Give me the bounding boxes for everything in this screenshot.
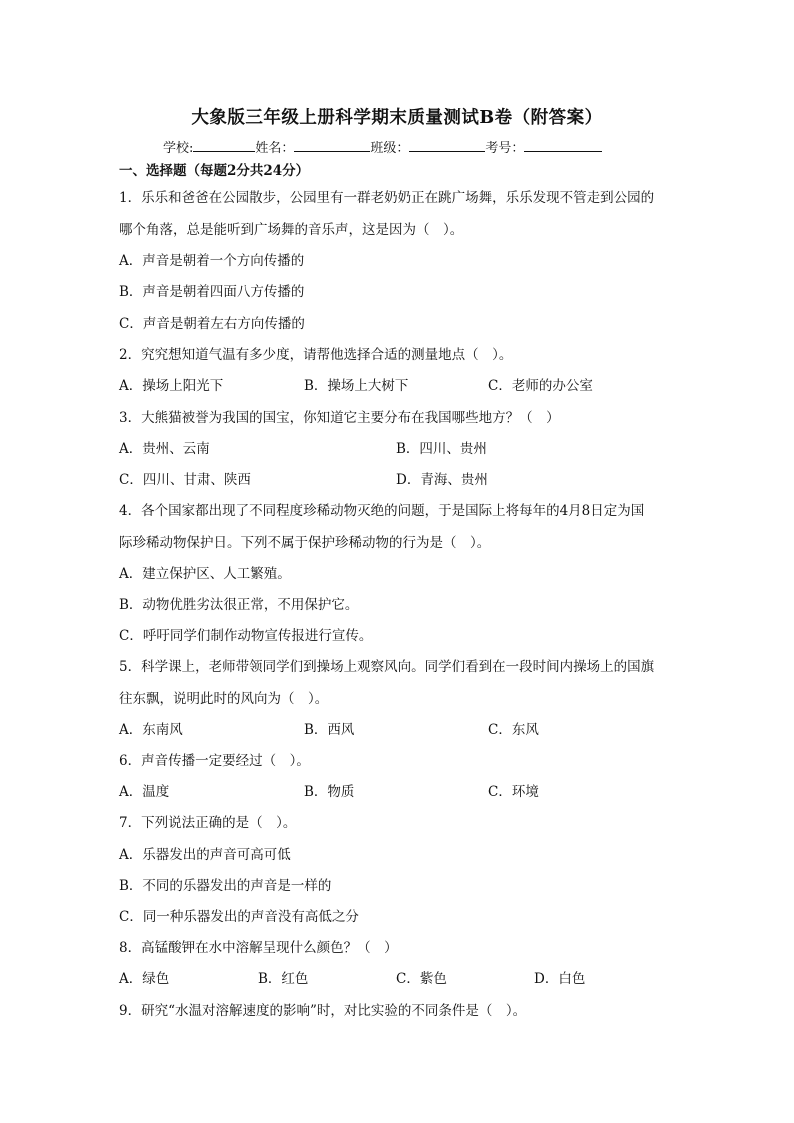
question-8-option-c: C．紫色 (396, 971, 447, 987)
question-3-option-b: B．四川、贵州 (396, 441, 487, 457)
question-5-option-a: A．东南风 (119, 722, 183, 738)
question-1-stem-line2: 哪个角落，总是能听到广场舞的音乐声，这是因为（ ）。 (119, 222, 464, 238)
question-4-option-c: C．呼吁同学们制作动物宣传报进行宣传。 (119, 628, 373, 644)
question-7-option-c: C．同一种乐器发出的声音没有高低之分 (119, 909, 359, 925)
question-3-option-d: D．青海、贵州 (396, 472, 488, 488)
exam-no-blank[interactable] (524, 139, 602, 152)
section-heading: 一、选择题（每题2分共24分） (119, 163, 310, 179)
question-6-option-c: C．环境 (488, 784, 539, 800)
question-7-stem: 7．下列说法正确的是（ ）。 (119, 815, 297, 831)
question-3-stem: 3．大熊猫被誉为我国的国宝，你知道它主要分布在我国哪些地方？（ ） (119, 410, 560, 426)
student-info-row (163, 137, 602, 156)
question-1-stem-line1: 1．乐乐和爸爸在公园散步，公园里有一群老奶奶正在跳广场舞，乐乐发现不管走到公园的 (119, 190, 655, 206)
question-5-option-c: C．东风 (488, 722, 539, 738)
question-5-stem-line1: 5．科学课上，老师带领同学们到操场上观察风向。同学们看到在一段时间内操场上的国旗 (119, 659, 655, 675)
question-1-option-b: B．声音是朝着四面八方传播的 (119, 284, 305, 300)
class-label: 班级： (370, 141, 410, 156)
question-6-option-b: B．物质 (304, 784, 355, 800)
exam-title: 大象版三年级上册科学期末质量测试B卷（附答案） (191, 108, 603, 128)
question-2-stem: 2．究究想知道气温有多少度，请帮他选择合适的测量地点（ ）。 (119, 347, 513, 363)
question-8-option-d: D．白色 (534, 971, 586, 987)
question-8-option-a: A．绿色 (119, 971, 170, 987)
question-6-option-a: A．温度 (119, 784, 170, 800)
question-7-option-b: B．不同的乐器发出的声音是一样的 (119, 878, 332, 894)
question-9-stem: 9．研究“水温对溶解速度的影响”时，对比实验的不同条件是（ ）。 (119, 1003, 527, 1019)
question-6-stem: 6．声音传播一定要经过（ ）。 (119, 753, 310, 769)
school-blank[interactable] (193, 139, 255, 152)
question-5-stem-line2: 往东飘，说明此时的风向为（ ）。 (119, 691, 329, 707)
question-4-option-b: B．动物优胜劣汰很正常，不用保护它。 (119, 597, 359, 613)
question-2-option-b: B．操场上大树下 (304, 378, 409, 394)
question-8-stem: 8．高锰酸钾在水中溶解呈现什么颜色？（ ） (119, 940, 398, 956)
class-blank[interactable] (409, 139, 485, 152)
school-label: 学校: (163, 141, 194, 156)
question-1-option-c: C．声音是朝着左右方向传播的 (119, 316, 305, 332)
exam-no-label: 考号： (485, 141, 525, 156)
question-4-option-a: A．建立保护区、人工繁殖。 (119, 566, 291, 582)
name-label: 姓名： (255, 141, 295, 156)
question-3-option-c: C．四川、甘肃、陕西 (119, 472, 251, 488)
question-2-option-a: A．操场上阳光下 (119, 378, 224, 394)
question-8-option-b: B．红色 (258, 971, 309, 987)
question-7-option-a: A．乐器发出的声音可高可低 (119, 847, 291, 863)
question-5-option-b: B．西风 (304, 722, 355, 738)
question-3-option-a: A．贵州、云南 (119, 441, 210, 457)
question-2-option-c: C．老师的办公室 (488, 378, 593, 394)
question-4-stem-line2: 际珍稀动物保护日。下列不属于保护珍稀动物的行为是（ ）。 (119, 535, 491, 551)
question-4-stem-line1: 4．各个国家都出现了不同程度珍稀动物灭绝的问题，于是国际上将每年的4月8日定为国 (119, 503, 645, 519)
name-blank[interactable] (294, 139, 370, 152)
question-1-option-a: A．声音是朝着一个方向传播的 (119, 253, 305, 269)
